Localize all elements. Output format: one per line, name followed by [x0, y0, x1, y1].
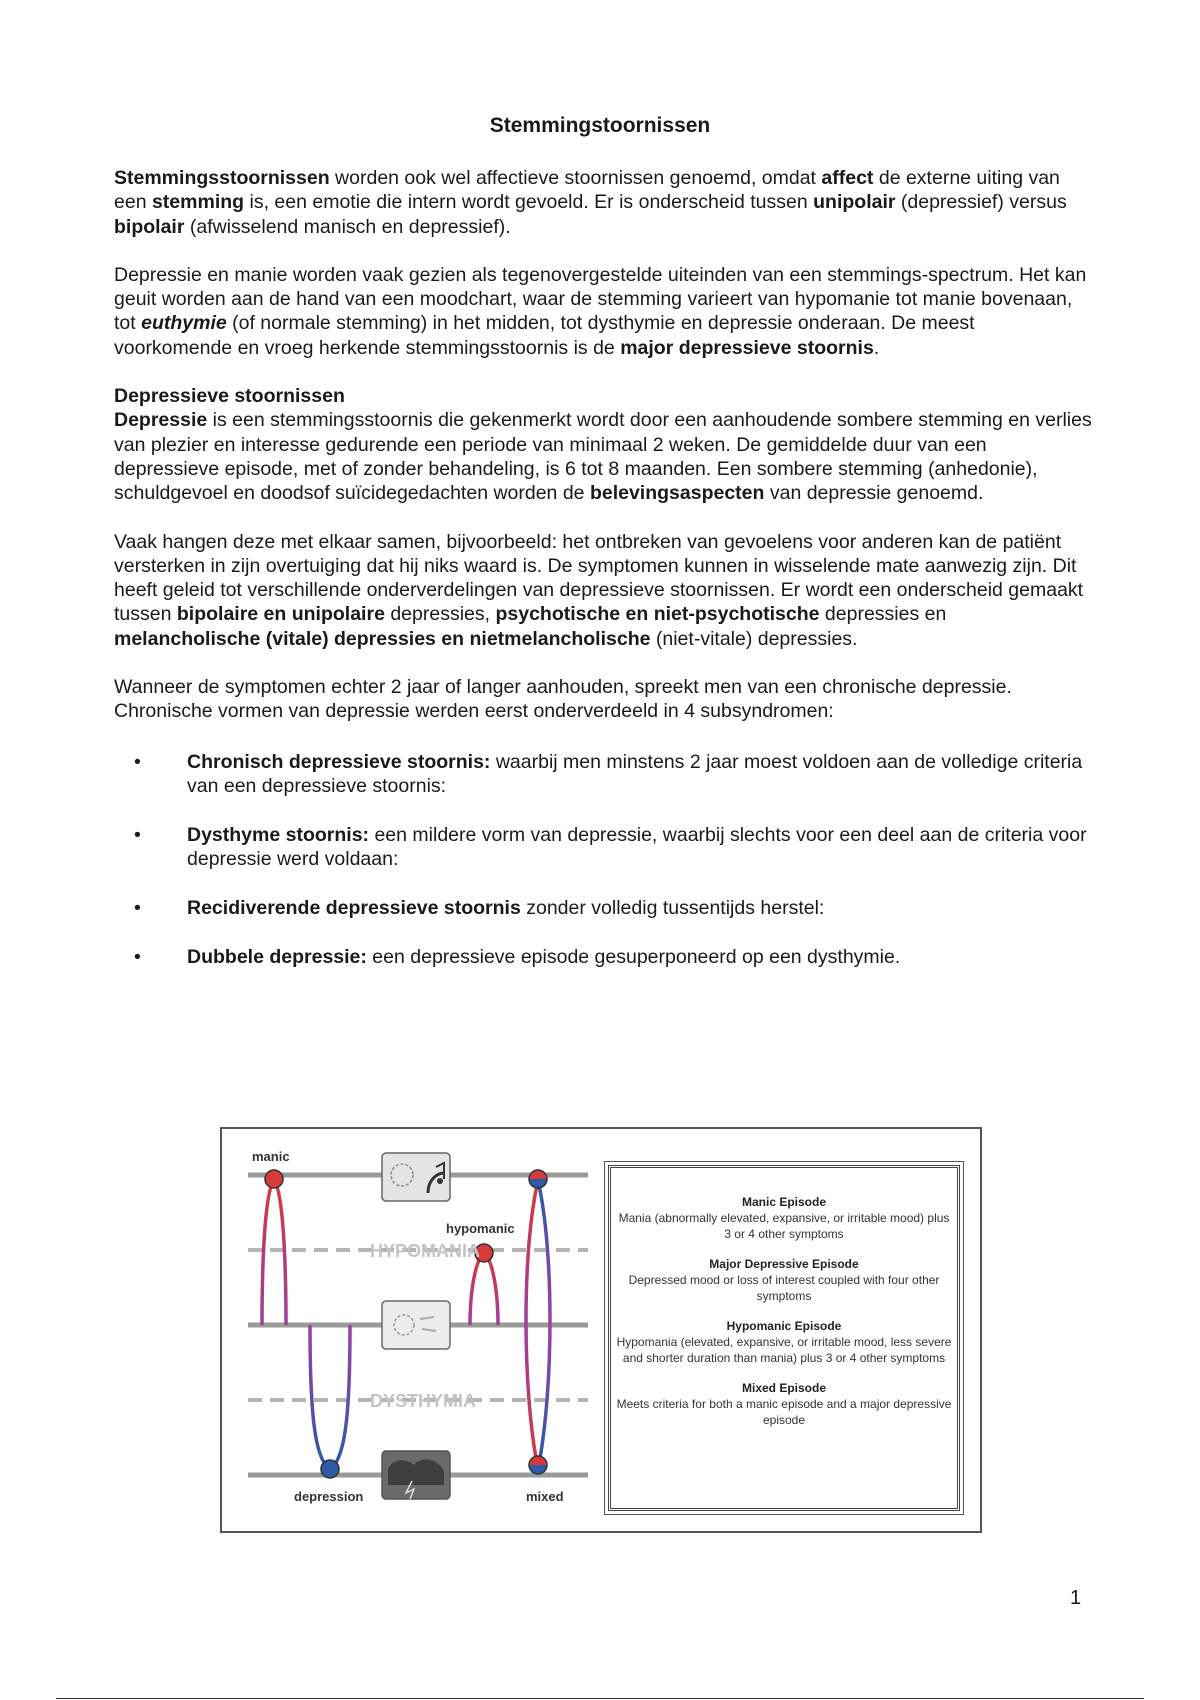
- manic-episode-curve: [262, 1181, 286, 1325]
- bullet: •: [134, 896, 141, 919]
- storm-cloud-icon: [382, 1451, 450, 1499]
- depression-label: depression: [294, 1489, 364, 1504]
- term-belevingsaspecten: belevingsaspecten: [589, 482, 765, 505]
- legend-major-depressive-episode: Major Depressive Episode Depressed mood or loss of interest coupled with four other symptoms: [628, 1257, 940, 1303]
- term-stemmingsstoornissen: Stemmingsstoornissen: [114, 167, 330, 189]
- mood-chart-figure: [220, 1127, 982, 1533]
- mixed-bottom-point: [529, 1456, 547, 1474]
- hypomanic-label: hypomanic: [446, 1221, 515, 1236]
- manic-label: manic: [252, 1149, 290, 1164]
- section-heading: Depressieve stoornissen: [114, 385, 345, 408]
- page-title: Stemmingstoornissen: [489, 114, 711, 137]
- list-item: • Recidiverende depressieve stoornis zonder volledig tussentijds herstel:: [134, 896, 825, 919]
- hypomanic-episode-curve: [470, 1253, 498, 1325]
- footer-rule: [56, 1698, 1144, 1699]
- intro-paragraph: Stemmingsstoornissen worden ook wel affectieve stoornissen genoemd, omdat affect de externe uiting van een stemming is, een emotie die intern wordt gevoeld. Er is onderscheid tussen unipolair (depressief) versus bipolair (afwisselend manisch en depressief).: [114, 167, 1067, 238]
- manic-point: [265, 1170, 283, 1188]
- legend-hypomanic-episode: Hypomanic Episode Hypomania (elevated, expansive, or irritable mood, less severe and shorter duration than mania) plus 3 or 4 other symptoms: [616, 1319, 952, 1365]
- subtypes-paragraph: Vaak hangen deze met elkaar samen, bijvoorbeeld: het ontbreken van gevoelens voor anderen kan de patiënt versterken in zijn overtuiging dat hij niks waard is. De symptomen kunnen in wisselende mate aanwezig zijn. Dit heeft geleid tot verschillende onderverdelingen van depressieve stoornissen. Er wordt een onderscheid gemaakt tussen bipolaire en unipolaire depressies, psychotische en niet-psychotische depressies en melancholische (vitale) depressies en nietmelancholische (niet-vitale) depressies.: [114, 530, 1084, 650]
- depression-paragraph: Depressieve stoornissen Depressie is een stemmingsstoornis die gekenmerkt wordt door een aanhoudende sombere stemming en verlies van plezier en interesse gedurende een periode van minimaal 2 weken. De gemiddelde duur van een depressieve episode, met of zonder behandeling, is 6 tot 8 maanden. Een sombere stemming (anhedonie), schuldgevoel en doodsof suïcidegedachten worden de belevingsaspecten van depressie genoemd.: [114, 384, 1094, 505]
- list-item: • Dubbele depressie: een depressieve episode gesuperponeerd op een dysthymie.: [134, 945, 901, 968]
- partly-sunny-icon: [382, 1301, 450, 1349]
- term-stemming: stemming: [151, 191, 245, 214]
- bullet: •: [134, 750, 141, 773]
- term-unipolair: unipolair: [813, 191, 896, 214]
- term-bipolair: bipolair: [114, 215, 185, 238]
- page-number: 1: [1070, 1587, 1082, 1609]
- bullet: •: [134, 823, 141, 846]
- bullet: •: [134, 945, 141, 968]
- list-item: • Chronisch depressieve stoornis: waarbij men minstens 2 jaar moest voldoen aan de volledige criteria van een depressieve stoornis:: [134, 750, 1083, 797]
- dysthymia-label: DYSTHYMIA: [370, 1391, 477, 1411]
- depression-point: [321, 1460, 339, 1478]
- sun-music-icon: [382, 1153, 450, 1201]
- mixed-label: mixed: [526, 1489, 564, 1504]
- legend-mixed-episode: Mixed Episode Meets criteria for both a manic episode and a major depressive episode: [616, 1381, 952, 1427]
- document-body: [114, 166, 1094, 993]
- hypomania-label: HYPOMANIA: [370, 1241, 481, 1261]
- subsyndrome-list: [114, 750, 1094, 969]
- chronic-paragraph: Wanneer de symptomen echter 2 jaar of langer aanhouden, spreekt men van een chronische depressie. Chronische vormen van depressie werden eerst onderverdeeld in 4 subsyndromen:: [114, 676, 1012, 723]
- depressive-episode-curve: [310, 1325, 350, 1469]
- term-major-depressieve-stoornis: major depressieve stoornis: [620, 336, 874, 359]
- term-affect: affect: [821, 167, 874, 189]
- episode-legend: [608, 1165, 960, 1511]
- term-depressie: Depressie: [114, 409, 208, 432]
- mixed-top-point: [529, 1170, 547, 1188]
- spectrum-paragraph: Depressie en manie worden vaak gezien als tegenovergestelde uiteinden van een stemmings-spectrum. Het kan geuit worden aan de hand van een moodchart, waar de stemming varieert van hypomanie tot manie bovenaan, tot euthymie (of normale stemming) in het midden, tot dysthymie en depressie onderaan. De meest voorkomende en vroeg herkende stemmingsstoornis is de major depressieve stoornis.: [114, 263, 1087, 359]
- list-item: • Dysthyme stoornis: een mildere vorm van depressie, waarbij slechts voor een deel aan de criteria voor depressie werd voldaan:: [134, 823, 1087, 871]
- term-euthymie: euthymie: [141, 312, 227, 335]
- legend-manic-episode: Manic Episode Mania (abnormally elevated, expansive, or irritable mood) plus 3 or 4 other symptoms: [618, 1195, 950, 1241]
